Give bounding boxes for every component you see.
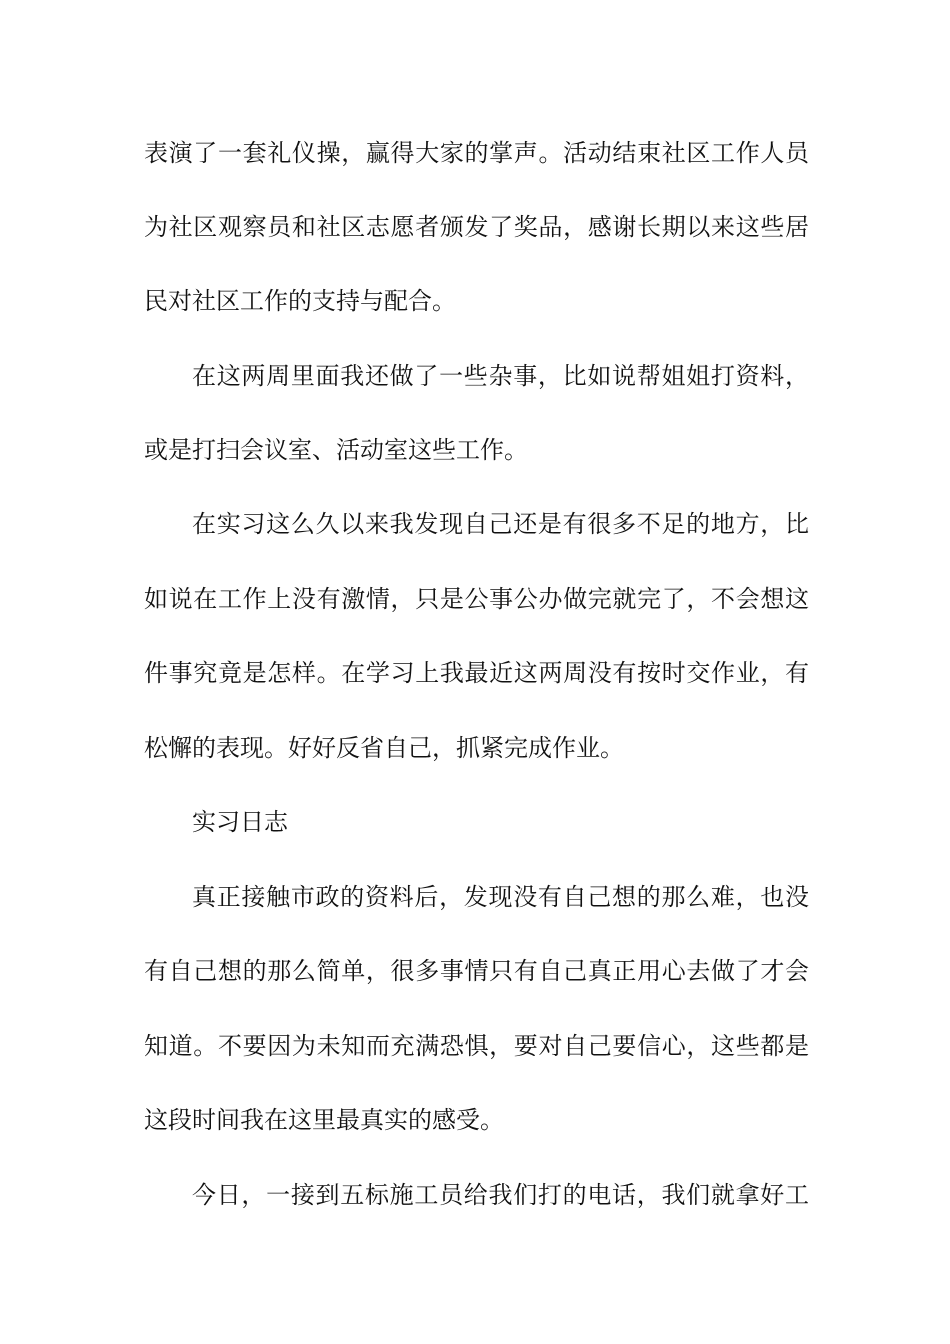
paragraph-line: 松懈的表现。好好反省自己，抓紧完成作业。 — [144, 734, 624, 762]
paragraph-line: 这段时间我在这里最真实的感受。 — [144, 1106, 504, 1134]
paragraph-line: 件事究竟是怎样。在学习上我最近这两周没有按时交作业，有 — [144, 659, 809, 687]
paragraph-line: 有自己想的那么简单，很多事情只有自己真正用心去做了才会 — [144, 957, 809, 985]
section-heading: 实习日志 — [192, 808, 288, 836]
paragraph-line: 在实习这么久以来我发现自己还是有很多不足的地方，比 — [192, 510, 809, 538]
paragraph-line: 如说在工作上没有激情，只是公事公办做完就完了，不会想这 — [144, 585, 809, 613]
paragraph-line: 民对社区工作的支持与配合。 — [144, 287, 456, 315]
paragraph-line: 在这两周里面我还做了一些杂事，比如说帮姐姐打资料， — [192, 362, 809, 390]
paragraph-line: 今日，一接到五标施工员给我们打的电话，我们就拿好工 — [192, 1181, 809, 1209]
paragraph-line: 知道。不要因为未知而充满恐惧，要对自己要信心，这些都是 — [144, 1032, 809, 1060]
paragraph-line: 或是打扫会议室、活动室这些工作。 — [144, 436, 528, 464]
paragraph-line: 真正接触市政的资料后，发现没有自己想的那么难，也没 — [192, 883, 809, 911]
paragraph-line: 为社区观察员和社区志愿者颁发了奖品，感谢长期以来这些居 — [144, 213, 809, 241]
paragraph-line: 表演了一套礼仪操，赢得大家的掌声。活动结束社区工作人员 — [144, 139, 809, 167]
